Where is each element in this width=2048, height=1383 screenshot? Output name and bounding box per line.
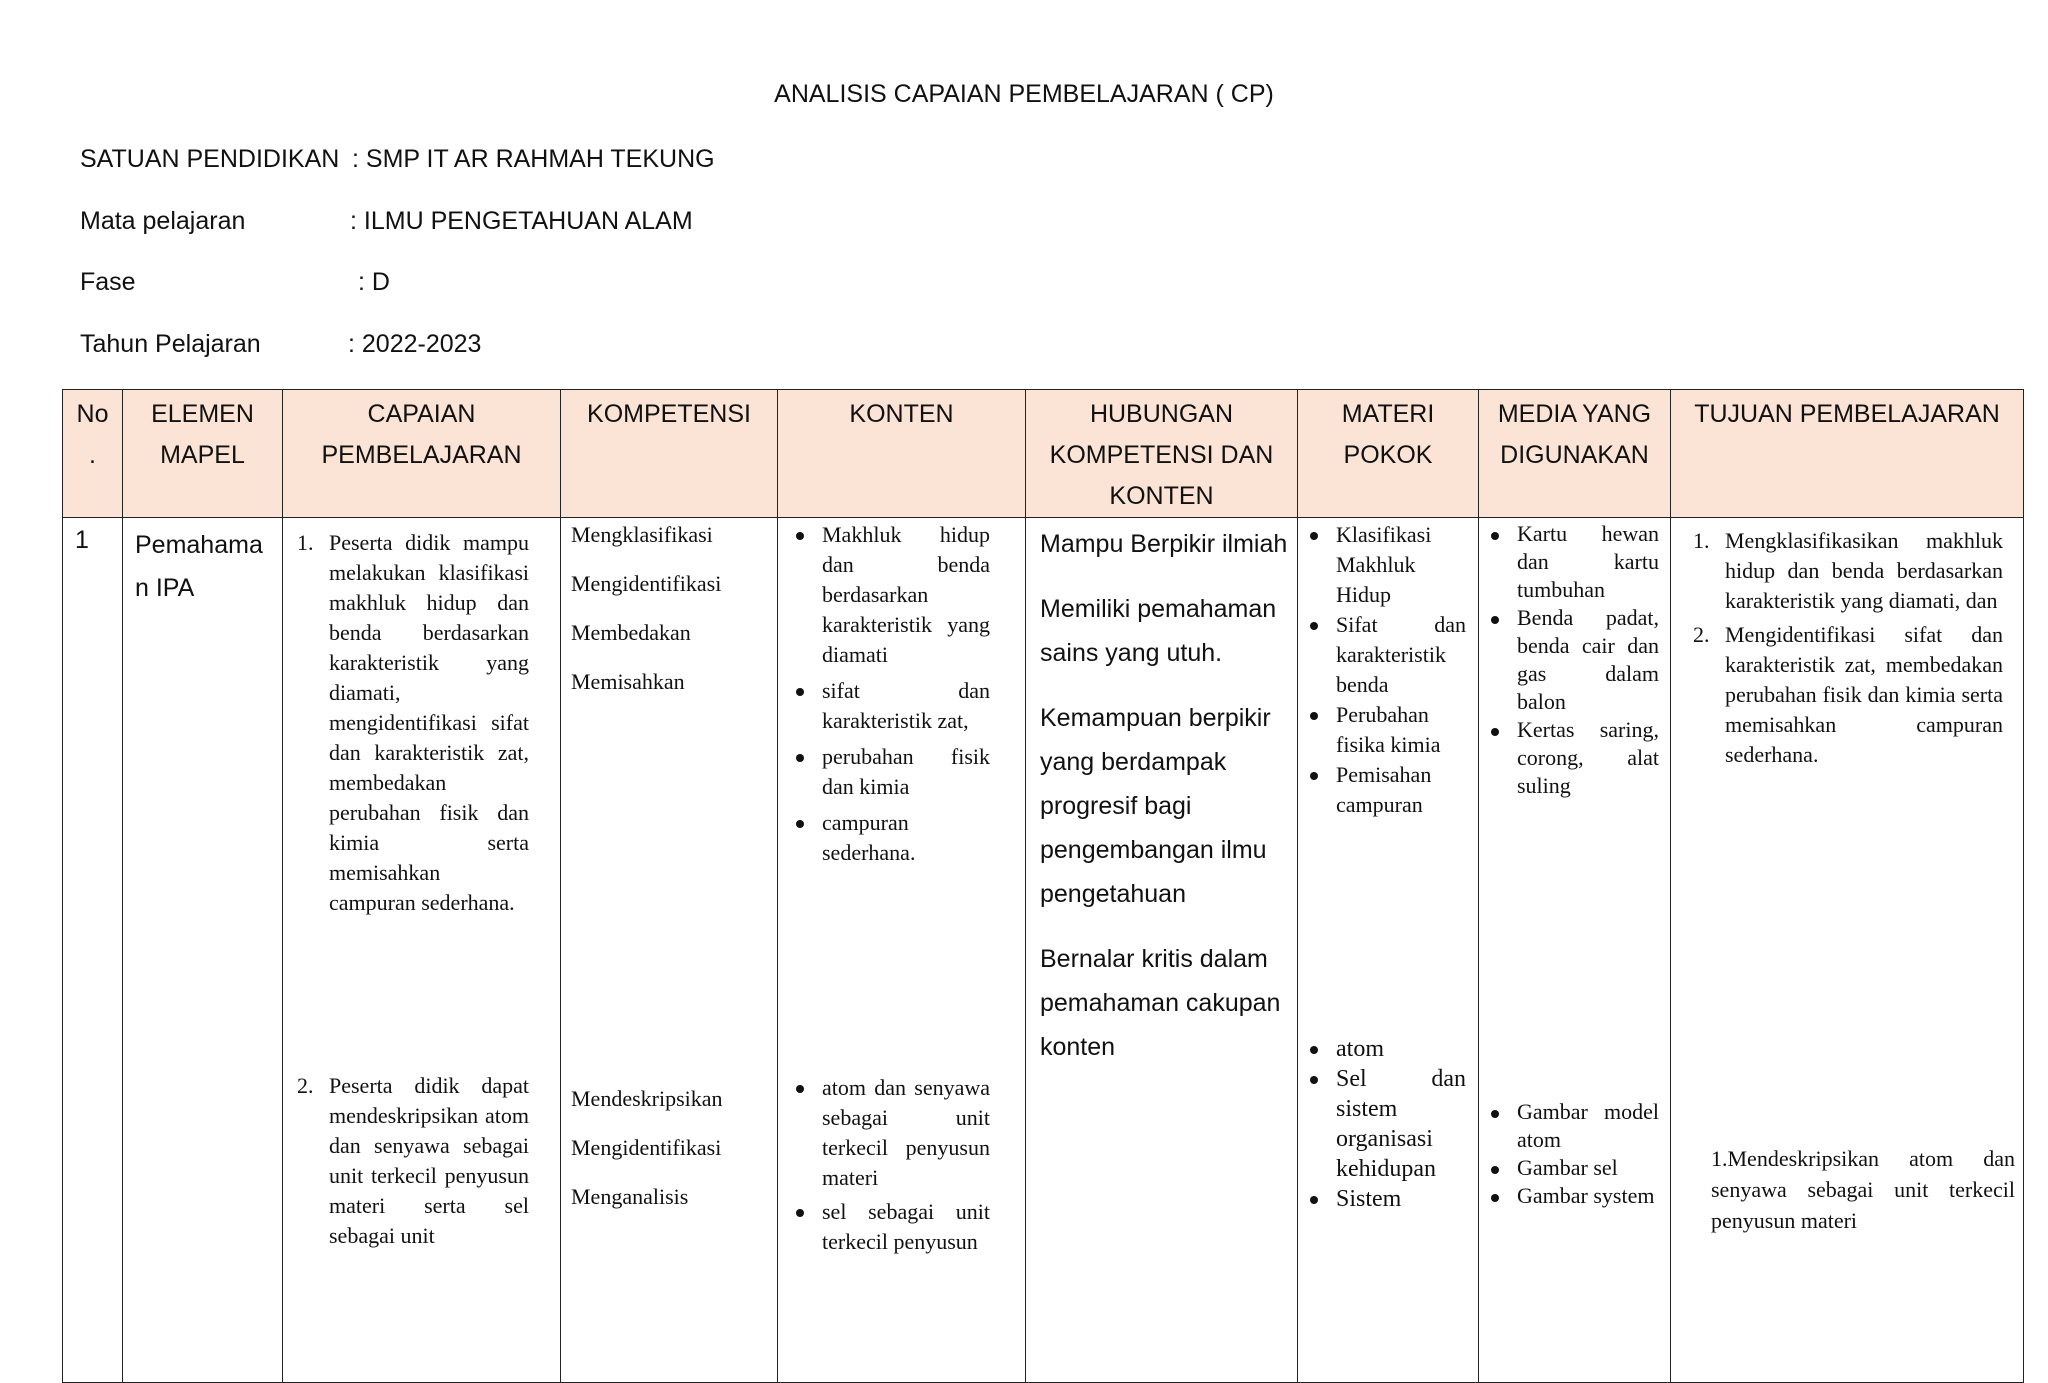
- list-text: perubahan fisik dan kimia: [822, 744, 990, 799]
- konten-list-2: [790, 1073, 990, 1257]
- meta-row-mapel: [80, 207, 980, 241]
- cell-konten: [778, 518, 1026, 1383]
- list-item: [790, 1197, 990, 1257]
- header-text: KOMPETENSI: [587, 400, 751, 428]
- media-list-1: [1485, 520, 1659, 800]
- list-item: [297, 528, 529, 918]
- header-text: .: [89, 441, 96, 469]
- elemen-line: n IPA: [135, 574, 195, 602]
- bullet-icon: [1310, 532, 1318, 540]
- list-text: Kartu hewan dan kartu tumbuhan: [1517, 521, 1659, 602]
- list-item: [1304, 1034, 1466, 1064]
- cell-media: [1479, 518, 1671, 1383]
- list-text: Gambar system: [1517, 1183, 1655, 1208]
- header-text: KOMPETENSI DAN: [1049, 441, 1274, 469]
- elemen-line: Pemahama: [135, 531, 263, 559]
- list-item: [1304, 1064, 1466, 1184]
- bullet-icon: [1491, 1166, 1499, 1174]
- list-text: Mengklasifikasikan makhluk hidup dan benda berdasarkan karakteristik yang diamati, dan: [1725, 528, 2003, 613]
- list-item: [790, 742, 990, 802]
- header-text: ELEMEN: [151, 400, 254, 428]
- list-item: [1693, 620, 2003, 770]
- list-text: Sifat dan karakteristik benda: [1336, 612, 1466, 697]
- list-item: [790, 520, 990, 670]
- header-text: POKOK: [1343, 441, 1433, 469]
- kompetensi-item: Mengidentifikasi: [571, 1135, 722, 1160]
- hubungan-paragraph: Kemampuan berpikir yang berdampak progresif bagi pengembangan ilmu pengetahuan: [1040, 704, 1271, 908]
- meta-label: Mata pelajaran: [80, 207, 246, 235]
- materi-list-2: [1304, 1034, 1466, 1214]
- row-number: 1: [75, 526, 89, 554]
- list-item: [1304, 520, 1466, 610]
- header-kompetensi: [561, 390, 778, 518]
- tujuan-list-1: [1693, 526, 2003, 770]
- list-item: [297, 1071, 529, 1251]
- list-number: 1.: [1693, 528, 1710, 553]
- list-text: Sistem: [1336, 1186, 1402, 1212]
- list-text: sifat dan karakteristik zat,: [822, 678, 990, 733]
- header-no: [63, 390, 123, 518]
- bullet-icon: [1310, 1196, 1318, 1204]
- list-text: Klasifikasi Makhluk Hidup: [1336, 522, 1432, 607]
- kompetensi-group-2: [571, 1084, 723, 1231]
- header-elemen: [123, 390, 283, 518]
- meta-label: Fase: [80, 268, 136, 296]
- header-materi: [1298, 390, 1479, 518]
- list-text: Gambar sel: [1517, 1155, 1618, 1180]
- header-media: [1479, 390, 1671, 518]
- table-row: [63, 518, 2024, 1383]
- kompetensi-item: Menganalisis: [571, 1184, 689, 1209]
- list-item: [1485, 604, 1659, 716]
- list-text: atom: [1336, 1036, 1384, 1062]
- bullet-icon: [796, 1085, 804, 1093]
- header-text: MAPEL: [160, 441, 245, 469]
- cell-hubungan: [1026, 518, 1298, 1383]
- list-number: 1.: [297, 530, 314, 555]
- bullet-icon: [1491, 532, 1499, 540]
- capaian-list: [297, 528, 529, 918]
- list-text: Makhluk hidup dan benda berdasarkan karakteristik yang diamati: [822, 522, 990, 667]
- list-item: [1304, 610, 1466, 700]
- list-text: campuran sederhana.: [822, 810, 916, 865]
- header-capaian: [283, 390, 561, 518]
- list-text: sel sebagai unit terkecil penyusun: [822, 1199, 990, 1254]
- kompetensi-item: Mendeskripsikan: [571, 1086, 723, 1111]
- list-text: Peserta didik dapat mendeskripsikan atom dan senyawa sebagai unit terkecil penyusun materi serta sel sebagai unit: [329, 1073, 529, 1248]
- bullet-icon: [796, 688, 804, 696]
- cell-elemen: [123, 518, 283, 1383]
- bullet-icon: [796, 820, 804, 828]
- list-text: Benda padat, benda cair dan gas dalam balon: [1517, 605, 1659, 714]
- cell-materi: [1298, 518, 1479, 1383]
- table-header-row: [63, 390, 2024, 518]
- list-item: [790, 808, 990, 868]
- list-item: [790, 676, 990, 736]
- meta-label: Tahun Pelajaran: [80, 330, 261, 358]
- meta-value: : 2022-2023: [348, 330, 482, 358]
- header-text: KONTEN: [1109, 482, 1214, 510]
- meta-value: : SMP IT AR RAHMAH TEKUNG: [352, 145, 715, 173]
- list-item: [1485, 716, 1659, 800]
- list-text: Pemisahan campuran: [1336, 762, 1432, 817]
- header-text: No: [76, 400, 109, 428]
- list-item: [1304, 700, 1466, 760]
- media-list-2: [1485, 1098, 1659, 1210]
- list-text: Peserta didik mampu melakukan klasifikasi makhluk hidup dan benda berdasarkan karakteristik yang diamati, mengidentifikasi sifat dan karakteristik zat, membedakan perubahan fisik dan kimia serta memisahkan campuran sederhana.: [329, 530, 529, 915]
- list-item: [1485, 1098, 1659, 1154]
- bullet-icon: [1491, 1194, 1499, 1202]
- header-text: TUJUAN PEMBELAJARAN: [1694, 400, 2000, 428]
- cell-tujuan: [1671, 518, 2024, 1383]
- header-text: HUBUNGAN: [1089, 400, 1234, 428]
- list-text: atom dan senyawa sebagai unit terkecil penyusun materi: [822, 1075, 990, 1190]
- list-item: [1304, 1184, 1466, 1214]
- list-text: Sel dan sistem organisasi kehidupan: [1336, 1066, 1466, 1182]
- list-item: [1485, 1182, 1659, 1210]
- meta-row-fase: [80, 268, 980, 302]
- meta-value: : ILMU PENGETAHUAN ALAM: [350, 207, 693, 235]
- list-number: 2.: [297, 1073, 314, 1098]
- bullet-icon: [1310, 712, 1318, 720]
- list-text: Perubahan fisika kimia: [1336, 702, 1441, 757]
- bullet-icon: [796, 1209, 804, 1217]
- tujuan-item-2: 1.Mendeskripsikan atom dan senyawa sebagai unit terkecil penyusun materi: [1711, 1146, 2015, 1233]
- header-text: DIGUNAKAN: [1500, 441, 1649, 469]
- capaian-list: [297, 1071, 529, 1251]
- bullet-icon: [796, 754, 804, 762]
- list-item: [1485, 1154, 1659, 1182]
- bullet-icon: [1491, 616, 1499, 624]
- cell-no: [63, 518, 123, 1383]
- kompetensi-group-1: [571, 520, 721, 716]
- meta-value: : D: [358, 268, 390, 296]
- materi-list-1: [1304, 520, 1466, 820]
- hubungan-paragraph: Mampu Berpikir ilmiah: [1040, 530, 1288, 558]
- header-text: MEDIA YANG: [1497, 400, 1652, 428]
- header-text: PEMBELAJARAN: [321, 441, 522, 469]
- hubungan-text: [1040, 522, 1292, 1090]
- header-tujuan: [1671, 390, 2024, 518]
- list-item: [790, 1073, 990, 1193]
- cp-analysis-table: [62, 389, 2024, 1383]
- list-text: Mengidentifikasi sifat dan karakteristik zat, membedakan perubahan fisik dan kimia serta memisahkan campuran sederhana.: [1725, 622, 2003, 767]
- bullet-icon: [1310, 1046, 1318, 1054]
- bullet-icon: [1310, 622, 1318, 630]
- list-item: [1485, 520, 1659, 604]
- cell-capaian: [283, 518, 561, 1383]
- list-text: Kertas saring, corong, alat suling: [1517, 717, 1659, 798]
- bullet-icon: [1491, 728, 1499, 736]
- header-konten: [778, 390, 1026, 518]
- header-text: KONTEN: [849, 400, 954, 428]
- meta-row-tahun: [80, 330, 980, 364]
- bullet-icon: [1310, 1076, 1318, 1084]
- list-number: 2.: [1693, 622, 1710, 647]
- meta-row-satuan: [80, 145, 980, 179]
- list-item: [1693, 526, 2003, 616]
- list-text: Gambar model atom: [1517, 1099, 1659, 1152]
- kompetensi-item: Membedakan: [571, 620, 691, 645]
- header-hubungan: [1026, 390, 1298, 518]
- kompetensi-item: Memisahkan: [571, 669, 685, 694]
- bullet-icon: [1491, 1110, 1499, 1118]
- hubungan-paragraph: Bernalar kritis dalam pemahaman cakupan konten: [1040, 945, 1281, 1061]
- kompetensi-item: Mengklasifikasi: [571, 522, 713, 547]
- cell-kompetensi: [561, 518, 778, 1383]
- document-title: ANALISIS CAPAIAN PEMBELAJARAN ( CP): [774, 80, 1274, 108]
- header-text: CAPAIAN: [367, 400, 476, 428]
- header-text: MATERI: [1341, 400, 1435, 428]
- elemen-text: [135, 524, 263, 610]
- konten-list-1: [790, 520, 990, 868]
- bullet-icon: [796, 532, 804, 540]
- meta-label: SATUAN PENDIDIKAN: [80, 145, 340, 173]
- hubungan-paragraph: Memiliki pemahaman sains yang utuh.: [1040, 595, 1277, 667]
- bullet-icon: [1310, 772, 1318, 780]
- list-item: [1304, 760, 1466, 820]
- kompetensi-item: Mengidentifikasi: [571, 571, 722, 596]
